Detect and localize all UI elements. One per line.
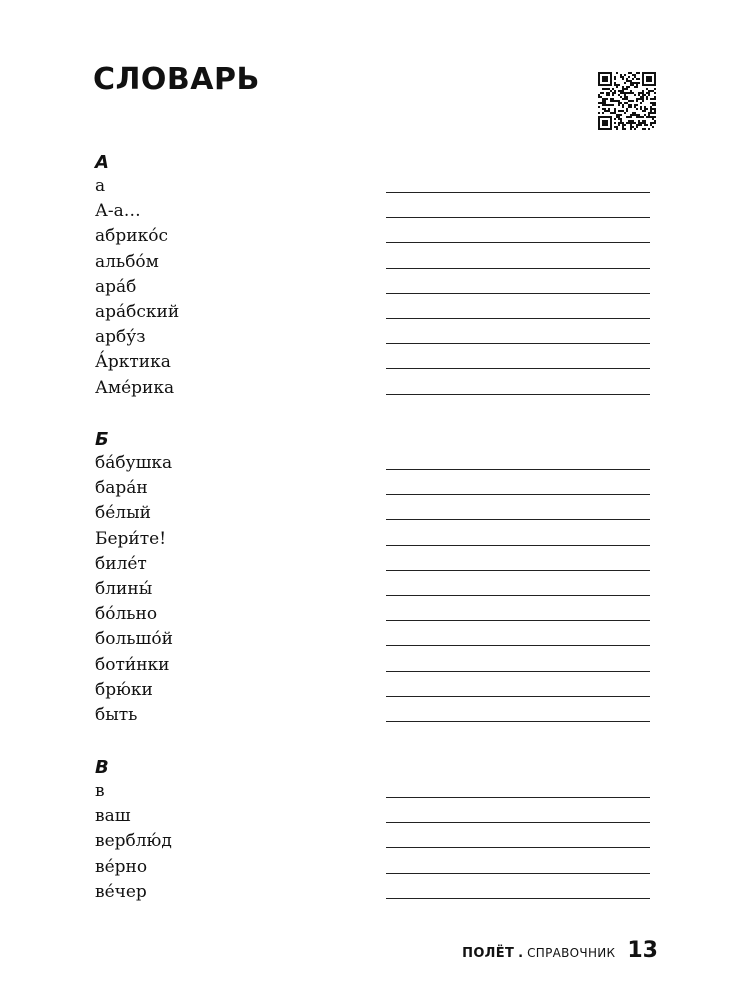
- word-row: [95, 175, 655, 200]
- word-text: брю́ки: [95, 679, 153, 700]
- translation-blank-line[interactable]: [386, 721, 650, 722]
- word-text: арбу́з: [95, 327, 146, 348]
- page-number: 13: [627, 938, 658, 963]
- translation-blank-line[interactable]: [386, 293, 650, 294]
- word-text: ба́бушка: [95, 453, 173, 473]
- word-text: а: [95, 176, 106, 196]
- word-row: [95, 326, 655, 351]
- word-row: [95, 654, 655, 679]
- word-row: [95, 351, 655, 376]
- word-row: [95, 251, 655, 276]
- word-text: ваш: [95, 806, 131, 827]
- word-text: Бери́те!: [95, 528, 167, 549]
- translation-blank-line[interactable]: [386, 242, 650, 243]
- word-text: верблю́д: [95, 831, 172, 852]
- qr-code-icon: [598, 72, 656, 130]
- word-text: ве́чер: [95, 881, 147, 902]
- word-text: быть: [95, 704, 138, 725]
- word-row: [95, 856, 655, 881]
- translation-blank-line[interactable]: [386, 368, 650, 369]
- word-text: Аме́рика: [95, 377, 175, 398]
- word-text: абрико́с: [95, 226, 168, 247]
- section-letter: А: [95, 152, 109, 173]
- translation-blank-line[interactable]: [386, 217, 650, 218]
- word-row: [95, 805, 655, 830]
- translation-blank-line[interactable]: [386, 192, 650, 193]
- translation-blank-line[interactable]: [386, 620, 650, 621]
- word-text: ве́рно: [95, 856, 148, 877]
- word-text: ара́бский: [95, 301, 180, 322]
- word-row: [95, 628, 655, 653]
- word-text: ара́б: [95, 276, 137, 297]
- section-letter: В: [95, 757, 109, 778]
- word-row: [95, 200, 655, 225]
- word-text: А́рктика: [95, 352, 171, 373]
- translation-blank-line[interactable]: [386, 873, 650, 874]
- book-title: ПОЛЁТ: [462, 946, 515, 961]
- translation-blank-line[interactable]: [386, 696, 650, 697]
- word-text: боти́нки: [95, 654, 170, 675]
- word-row: [95, 553, 655, 578]
- word-row: [95, 225, 655, 250]
- translation-blank-line[interactable]: [386, 343, 650, 344]
- section-letter: Б: [95, 429, 109, 450]
- section-1: [95, 150, 655, 402]
- word-row: [95, 830, 655, 855]
- translation-blank-line[interactable]: [386, 595, 650, 596]
- translation-blank-line[interactable]: [386, 570, 650, 571]
- translation-blank-line[interactable]: [386, 394, 650, 395]
- book-part: СПРАВОЧНИК: [527, 946, 616, 960]
- translation-blank-line[interactable]: [386, 469, 650, 470]
- word-text: большо́й: [95, 629, 173, 650]
- word-row: [95, 377, 655, 402]
- word-text: А-а…: [95, 201, 141, 222]
- translation-blank-line[interactable]: [386, 494, 650, 495]
- translation-blank-line[interactable]: [386, 519, 650, 520]
- translation-blank-line[interactable]: [386, 797, 650, 798]
- footer-separator: .: [518, 946, 524, 961]
- translation-blank-line[interactable]: [386, 822, 650, 823]
- translation-blank-line[interactable]: [386, 318, 650, 319]
- word-text: блины́: [95, 578, 153, 599]
- translation-blank-line[interactable]: [386, 545, 650, 546]
- section-2: [95, 427, 655, 729]
- word-row: [95, 502, 655, 527]
- translation-blank-line[interactable]: [386, 671, 650, 672]
- word-text: в: [95, 781, 105, 801]
- translation-blank-line[interactable]: [386, 268, 650, 269]
- word-row: [95, 477, 655, 502]
- word-row: [95, 704, 655, 729]
- translation-blank-line[interactable]: [386, 645, 650, 646]
- word-row: [95, 276, 655, 301]
- word-row: [95, 301, 655, 326]
- page-footer: [462, 938, 658, 963]
- translation-blank-line[interactable]: [386, 898, 650, 899]
- word-row: [95, 881, 655, 906]
- section-3: [95, 755, 655, 906]
- word-row: [95, 780, 655, 805]
- word-text: альбо́м: [95, 251, 159, 272]
- word-row: [95, 603, 655, 628]
- page-title: СЛОВАРЬ: [93, 62, 260, 97]
- word-row: [95, 452, 655, 477]
- word-row: [95, 679, 655, 704]
- word-text: бе́лый: [95, 503, 151, 524]
- translation-blank-line[interactable]: [386, 847, 650, 848]
- word-row: [95, 578, 655, 603]
- word-text: бара́н: [95, 478, 148, 499]
- word-text: биле́т: [95, 553, 147, 574]
- word-text: бо́льно: [95, 604, 158, 625]
- word-row: [95, 528, 655, 553]
